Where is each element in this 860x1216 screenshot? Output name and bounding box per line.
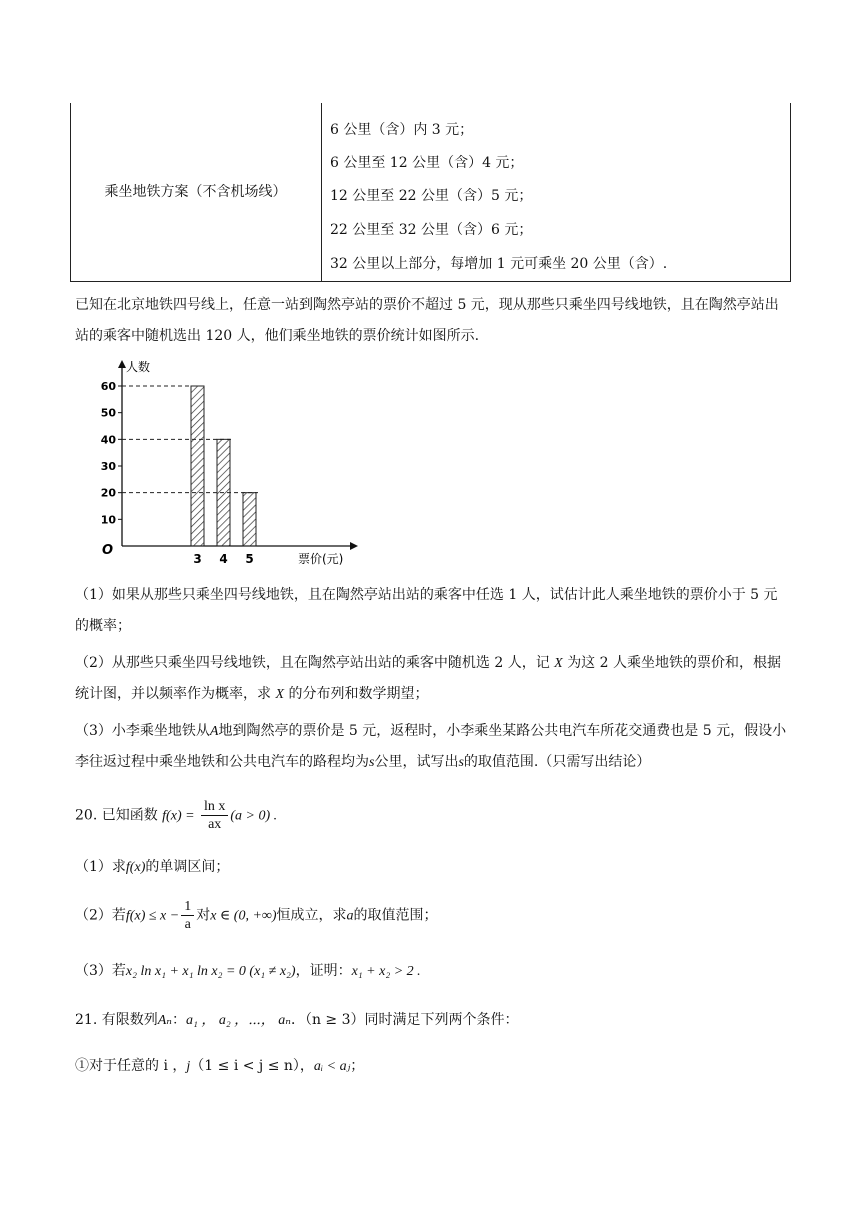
table-right-border bbox=[790, 103, 791, 282]
q20-statement: 20. 已知函数 f(x) = $\frac{\text{ln x}}{ax}$ (a > 0) . bbox=[75, 799, 278, 832]
price-rule-4: 22 公里至 32 公里（含）6 元； bbox=[330, 222, 533, 238]
y-tick-label: 10 bbox=[100, 513, 116, 527]
q20-fraction: $\frac{\text{ln x}}{ax}$ bbox=[201, 798, 228, 833]
bar bbox=[191, 386, 204, 546]
fare-chart bbox=[100, 356, 370, 570]
q20-part2-fraction: $\frac{1}{a}$ bbox=[181, 898, 194, 933]
q21-condition-1: ①对于任意的 i ，j（1 ≤ i < j ≤ n），aᵢ < aⱼ； bbox=[75, 1058, 365, 1074]
q19-part2: （2）从那些只乘坐四号线地铁，且在陶然亭站出站的乘客中随机选 2 人，记 X 为这 2 人乘坐地铁的票价和，根据统计图，并以频率作为概率，求 X 的分布列和数学期望； bbox=[75, 655, 781, 702]
fare-table bbox=[70, 103, 791, 282]
q20-part2: （2）若f(x) ≤ x − $\frac{1}{a}$ 对x ∈ (0, +∞)恒成立，求a的取值范围； bbox=[75, 899, 438, 932]
x-tick-label: 4 bbox=[219, 552, 228, 566]
y-tick-label: 50 bbox=[100, 406, 116, 420]
q19-part1: （1）如果从那些只乘坐四号线地铁，且在陶然亭站出站的乘客中任选 1 人，试估计此人乘坐地铁的票价小于 5 元的概率； bbox=[75, 587, 778, 634]
y-axis-label: 人数 bbox=[126, 360, 151, 374]
plan-label: 乘坐地铁方案（不含机场线） bbox=[104, 184, 287, 200]
q20-part1: （1）求f(x)的单调区间； bbox=[75, 859, 230, 875]
origin-label: O bbox=[102, 543, 114, 558]
q21-statement: 21. 有限数列Aₙ：a₁ ， a₂ ，⋯， aₙ．（n ≥ 3）同时满足下列两个条件： bbox=[75, 1012, 519, 1028]
intro-paragraph: 已知在北京地铁四号线上，任意一站到陶然亭站的票价不超过 5 元，现从那些只乘坐四号线地铁，且在陶然亭站出站的乘客中随机选出 120 人，他们乘坐地铁的票价统计如图所示. bbox=[75, 297, 779, 344]
y-tick-label: 20 bbox=[100, 486, 116, 500]
x-tick-label: 3 bbox=[193, 552, 202, 566]
bar bbox=[243, 493, 256, 546]
q19-part3: （3）小李乘坐地铁从A地到陶然亭的票价是 5 元，返程时，小李乘坐某路公共电汽车所花交通费也是 5 元，假设小李往返过程中乘坐地铁和公共电汽车的路程均为s公里，试写出s的取值范围.（只需写出结论） bbox=[75, 723, 787, 770]
x-axis-arrow bbox=[350, 542, 358, 550]
price-rule-5: 32 公里以上部分，每增加 1 元可乘坐 20 公里（含）. bbox=[330, 256, 668, 272]
price-rule-1: 6 公里（含）内 3 元； bbox=[330, 122, 474, 138]
price-rule-2: 6 公里至 12 公里（含）4 元； bbox=[330, 155, 524, 171]
y-tick-label: 40 bbox=[100, 433, 116, 447]
x-tick-label: 5 bbox=[245, 552, 254, 566]
table-column-divider bbox=[321, 103, 322, 282]
y-tick-label: 30 bbox=[100, 460, 116, 473]
price-rule-3: 12 公里至 22 公里（含）5 元； bbox=[330, 188, 533, 204]
y-axis-arrow bbox=[118, 360, 126, 368]
q20-part3: （3）若x₂ ln x₁ + x₁ ln x₂ = 0 (x₁ ≠ x₂)，证明：x₁ + x₂ > 2 . bbox=[75, 963, 421, 979]
y-tick-label: 60 bbox=[100, 380, 116, 393]
table-bottom-border bbox=[70, 281, 791, 282]
x-axis-label: 票价(元) bbox=[298, 552, 344, 566]
